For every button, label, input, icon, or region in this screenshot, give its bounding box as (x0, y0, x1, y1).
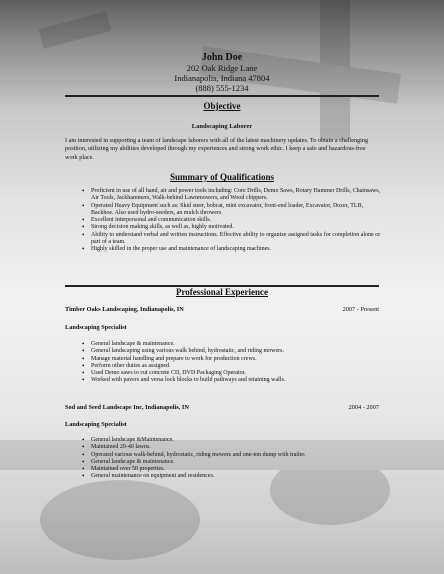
list-item: • General landscape &Maintenance. (82, 437, 382, 444)
list-item: • Operated various walk-behind, hydrostatic, riding mowers and one-ton dump with trailer. (82, 452, 382, 459)
list-item: • Excellent interpersonal and communication skills. (82, 217, 382, 224)
experience-heading: Professional Experience (175, 287, 269, 297)
list-item: • Manage material handling and prepare to work for production crews. (82, 356, 382, 363)
job-role: Landscaping Specialist (65, 421, 127, 428)
list-item: • General landscape & maintenance. (82, 341, 382, 348)
list-item: • Highly skilled in the proper use and maintenance of landscaping machines. (82, 246, 382, 253)
objective-heading: Objective (203, 101, 241, 111)
list-item: • Operated Heavy Equipment such as: Skid steer, bobcat, mini excavator, front-end loader, Excavator, Dozer, TLB, Backhoe. Also used hydro-seeders, an mulch throwers (82, 203, 382, 218)
list-item: • General landscaping using various walk behind, hydrostatic, and riding mowers. (82, 348, 382, 355)
job-company: Timber Oaks Landscaping, Indianapolis, IN (65, 306, 184, 313)
objective-position: Landscaping Laborer (191, 123, 253, 130)
header-divider (65, 95, 379, 97)
list-item: • Used Demo saws to cut concrete CD, DVD Packaging Operator. (82, 370, 382, 377)
job-role: Landscaping Specialist (65, 324, 127, 331)
address-line-1: 202 Oak Ridge Lane (186, 63, 258, 73)
list-item: • Worked with pavers and versa lock blocks to build pathways and retaining walls. (82, 377, 382, 384)
candidate-name: John Doe (201, 52, 243, 63)
job-dates: 2007 - Present (342, 306, 379, 313)
list-item: • Maintained 20-40 lawns. (82, 444, 382, 451)
job-duties-list (82, 341, 382, 385)
job-dates: 2004 - 2007 (348, 404, 379, 411)
phone-number: (888) 555-1234 (195, 83, 249, 93)
list-item: • Strong decision making skills, as well as, highly motivated. (82, 224, 382, 231)
qualifications-list (82, 188, 382, 254)
list-item: • Maintained over 50 properties. (82, 466, 382, 473)
objective-text: I am interested in supporting a team of landscape laborers with all of the latest machinery updates. To obtain a challenging position, utilizing my abilities developed through my experiences and strong work ethic. I keep a safe and hazardous-free work place. (65, 137, 369, 161)
list-item: • Ability to understand verbal and written instructions. Effective ability to organize assigned tasks for completion alone or part of a team. (82, 232, 382, 247)
list-item: • Proficient in use of all hand, air and power tools including: Core Drills, Demo Saws, Rotary Hammer Drills, Chainsaws, Air Tools, Jackhammers, Walk-behind Lawnmowers, and Wood chippers. (82, 188, 382, 203)
job-duties-list (82, 437, 382, 481)
address-line-2: Indianapolis, Indiana 47804 (174, 73, 270, 83)
qualifications-heading: Summary of Qualifications (169, 172, 274, 182)
list-item: • General landscape & maintenance. (82, 459, 382, 466)
job-company: Sod and Seed Landscape Inc, Indianapolis, IN (65, 404, 189, 411)
list-item: • Perform other duties as assigned. (82, 363, 382, 370)
list-item: • General maintenance on equipment and residences. (82, 473, 382, 480)
